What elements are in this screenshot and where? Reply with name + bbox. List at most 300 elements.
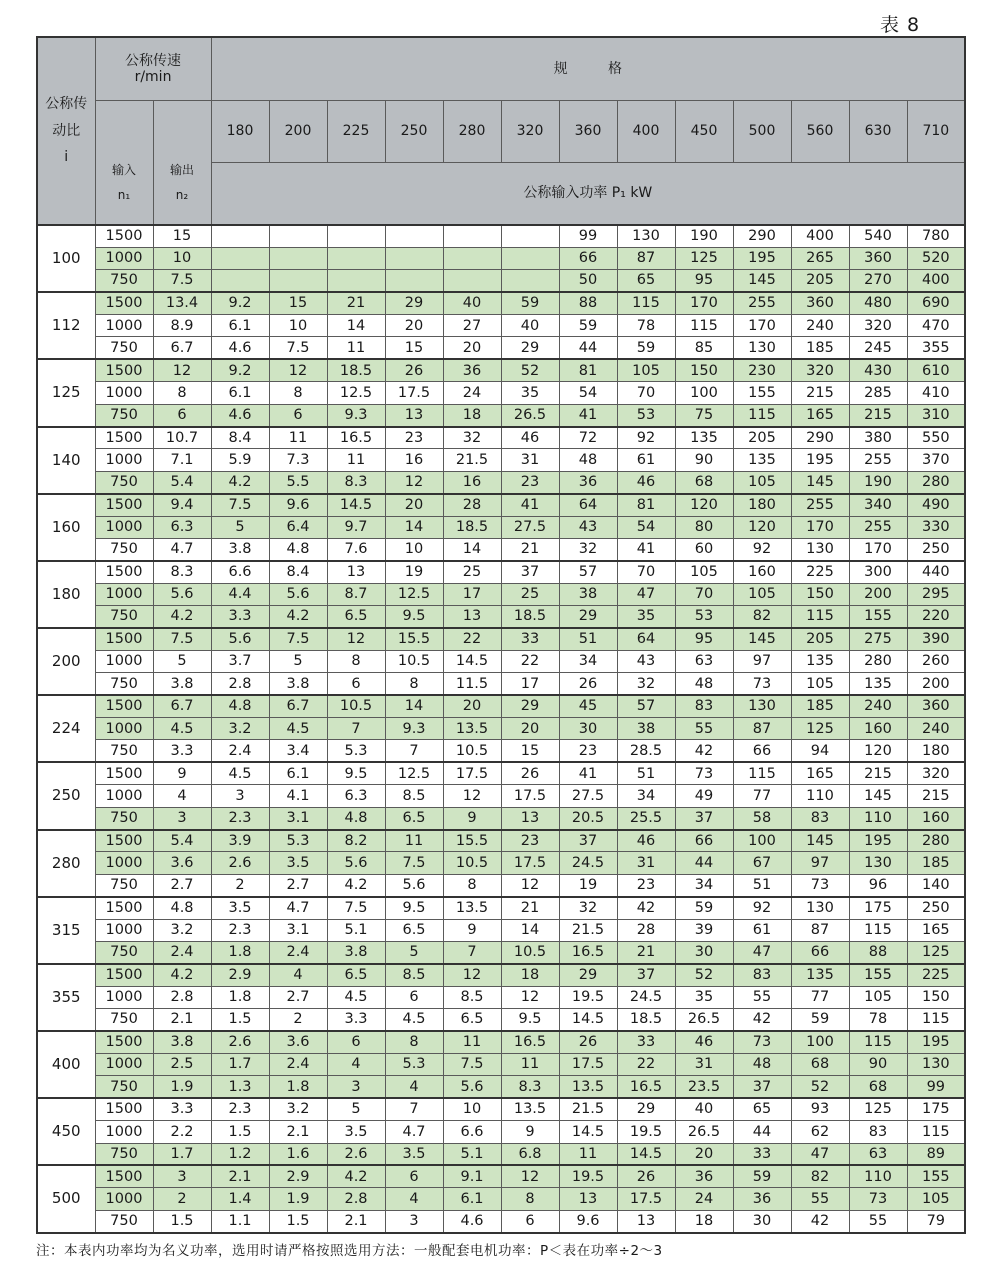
power-cell: 5.9 — [211, 449, 269, 471]
ratio-cell: 200 — [37, 628, 95, 695]
power-cell: 12.5 — [385, 762, 443, 784]
power-cell: 70 — [617, 561, 675, 583]
power-cell: 190 — [675, 225, 733, 247]
input-speed-cell: 750 — [95, 1076, 153, 1098]
power-cell: 320 — [849, 315, 907, 337]
power-cell: 87 — [617, 247, 675, 269]
power-cell: 28.5 — [617, 740, 675, 762]
power-cell: 36 — [443, 359, 501, 381]
input-speed-cell: 1000 — [95, 919, 153, 941]
power-cell: 780 — [907, 225, 965, 247]
power-cell: 125 — [675, 247, 733, 269]
power-cell: 13.5 — [501, 1098, 559, 1120]
power-cell: 610 — [907, 359, 965, 381]
power-cell: 195 — [907, 1031, 965, 1053]
power-cell: 2.3 — [211, 1098, 269, 1120]
power-cell: 16.5 — [559, 942, 617, 964]
power-cell: 34 — [617, 785, 675, 807]
power-cell: 17 — [443, 583, 501, 605]
input-speed-cell: 750 — [95, 942, 153, 964]
output-speed-cell: 1.7 — [153, 1143, 211, 1165]
power-cell: 2.6 — [211, 1031, 269, 1053]
power-cell: 20.5 — [559, 807, 617, 829]
input-speed-cell: 1000 — [95, 650, 153, 672]
power-cell: 2.8 — [327, 1188, 385, 1210]
power-cell: 90 — [675, 449, 733, 471]
power-cell: 10.5 — [443, 852, 501, 874]
power-cell: 59 — [501, 292, 559, 314]
power-cell: 5 — [385, 942, 443, 964]
power-cell: 19.5 — [559, 1165, 617, 1187]
power-cell: 64 — [559, 494, 617, 516]
power-cell: 20 — [385, 315, 443, 337]
power-cell: 30 — [675, 942, 733, 964]
power-cell: 175 — [849, 897, 907, 919]
header-power-cell: 公称输入功率 P₁ kW — [211, 162, 965, 225]
power-cell: 87 — [791, 919, 849, 941]
power-cell: 66 — [559, 247, 617, 269]
power-cell: 360 — [849, 247, 907, 269]
power-cell: 52 — [675, 964, 733, 986]
power-cell: 23 — [559, 740, 617, 762]
power-cell: 12.5 — [327, 382, 385, 404]
power-cell: 115 — [733, 404, 791, 426]
power-cell: 7.5 — [327, 897, 385, 919]
power-cell: 8.2 — [327, 830, 385, 852]
power-cell: 8.3 — [501, 1076, 559, 1098]
power-cell: 285 — [849, 382, 907, 404]
power-cell: 23 — [501, 830, 559, 852]
power-cell: 9.6 — [559, 1210, 617, 1232]
power-cell: 53 — [617, 404, 675, 426]
power-cell: 165 — [907, 919, 965, 941]
power-cell: 14 — [443, 538, 501, 560]
power-cell: 81 — [559, 359, 617, 381]
ratio-cell: 250 — [37, 762, 95, 829]
power-cell: 13 — [327, 561, 385, 583]
power-cell: 135 — [675, 427, 733, 449]
power-cell: 105 — [733, 471, 791, 493]
power-cell: 23 — [385, 427, 443, 449]
power-cell: 265 — [791, 247, 849, 269]
output-speed-cell: 2.8 — [153, 986, 211, 1008]
power-cell: 170 — [675, 292, 733, 314]
power-cell: 29 — [501, 695, 559, 717]
power-cell: 320 — [791, 359, 849, 381]
power-cell: 7.5 — [269, 628, 327, 650]
power-cell: 155 — [849, 606, 907, 628]
output-speed-cell: 2 — [153, 1188, 211, 1210]
power-cell: 77 — [733, 785, 791, 807]
power-cell: 6.5 — [385, 807, 443, 829]
table-row — [37, 538, 965, 560]
power-cell: 155 — [733, 382, 791, 404]
output-speed-cell: 8 — [153, 382, 211, 404]
table-row — [37, 225, 965, 247]
output-speed-cell: 3.8 — [153, 673, 211, 695]
power-cell: 97 — [791, 852, 849, 874]
output-speed-cell: 6.7 — [153, 337, 211, 359]
output-speed-cell: 2.1 — [153, 1009, 211, 1031]
ratio-cell: 400 — [37, 1031, 95, 1098]
power-cell: 9.5 — [501, 1009, 559, 1031]
size-header-250: 250 — [385, 100, 443, 162]
power-cell: 59 — [733, 1165, 791, 1187]
power-cell: 185 — [791, 337, 849, 359]
power-cell: 6.5 — [327, 964, 385, 986]
power-cell: 46 — [617, 471, 675, 493]
power-cell: 1.8 — [269, 1076, 327, 1098]
power-cell: 6 — [385, 986, 443, 1008]
table-row — [37, 986, 965, 1008]
power-cell: 29 — [501, 337, 559, 359]
power-cell: 18.5 — [443, 516, 501, 538]
power-cell: 12 — [327, 628, 385, 650]
input-speed-cell: 1000 — [95, 449, 153, 471]
power-cell: 4.7 — [269, 897, 327, 919]
power-cell: 115 — [617, 292, 675, 314]
power-cell: 120 — [849, 740, 907, 762]
power-cell: 45 — [559, 695, 617, 717]
power-cell: 55 — [849, 1210, 907, 1232]
power-cell: 8 — [269, 382, 327, 404]
table-row — [37, 1053, 965, 1075]
power-cell: 13.5 — [443, 718, 501, 740]
power-cell: 8 — [385, 1031, 443, 1053]
input-speed-cell: 750 — [95, 1210, 153, 1232]
power-cell: 7 — [327, 718, 385, 740]
power-cell: 78 — [617, 315, 675, 337]
header-input-symbol: n₁ — [117, 187, 131, 202]
power-cell: 100 — [675, 382, 733, 404]
power-cell: 29 — [617, 1098, 675, 1120]
power-cell: 115 — [791, 606, 849, 628]
power-cell: 66 — [675, 830, 733, 852]
power-cell: 24.5 — [559, 852, 617, 874]
power-cell: 105 — [675, 561, 733, 583]
power-cell — [211, 270, 269, 292]
power-cell: 48 — [559, 449, 617, 471]
power-cell: 9.1 — [443, 1165, 501, 1187]
power-cell: 380 — [849, 427, 907, 449]
ratio-cell: 125 — [37, 359, 95, 426]
power-cell: 130 — [617, 225, 675, 247]
power-cell: 18.5 — [327, 359, 385, 381]
power-cell: 6.6 — [443, 1121, 501, 1143]
power-cell: 21 — [617, 942, 675, 964]
power-cell: 135 — [791, 650, 849, 672]
power-cell: 115 — [907, 1009, 965, 1031]
power-cell: 61 — [733, 919, 791, 941]
table-row — [37, 449, 965, 471]
power-cell: 50 — [559, 270, 617, 292]
power-cell: 4.8 — [269, 538, 327, 560]
header-ratio-cell — [37, 37, 95, 225]
table-row — [37, 315, 965, 337]
table-number: 表 8 — [880, 14, 921, 36]
input-speed-cell: 1500 — [95, 359, 153, 381]
power-cell: 64 — [617, 628, 675, 650]
power-cell: 130 — [907, 1053, 965, 1075]
power-cell: 92 — [733, 897, 791, 919]
power-cell: 25 — [501, 583, 559, 605]
power-cell: 4.7 — [385, 1121, 443, 1143]
power-cell: 55 — [733, 986, 791, 1008]
table-row — [37, 382, 965, 404]
power-cell: 320 — [907, 762, 965, 784]
header-spec-cell: 规 格 — [211, 37, 965, 100]
power-cell: 66 — [733, 740, 791, 762]
power-cell — [269, 247, 327, 269]
output-speed-cell: 8.9 — [153, 315, 211, 337]
power-cell: 205 — [733, 427, 791, 449]
power-cell: 26 — [559, 673, 617, 695]
power-cell: 9.6 — [269, 494, 327, 516]
power-cell: 31 — [675, 1053, 733, 1075]
table-row — [37, 494, 965, 516]
power-cell: 41 — [501, 494, 559, 516]
power-cell: 83 — [675, 695, 733, 717]
output-speed-cell: 3.6 — [153, 852, 211, 874]
power-cell: 480 — [849, 292, 907, 314]
power-cell: 8 — [385, 673, 443, 695]
power-cell: 40 — [501, 315, 559, 337]
size-header-400: 400 — [617, 100, 675, 162]
power-cell: 155 — [907, 1165, 965, 1187]
power-cell: 15 — [385, 337, 443, 359]
power-cell: 44 — [675, 852, 733, 874]
table-row — [37, 830, 965, 852]
power-cell: 15.5 — [385, 628, 443, 650]
table-row — [37, 516, 965, 538]
power-cell: 13 — [617, 1210, 675, 1232]
power-cell: 7.6 — [327, 538, 385, 560]
power-cell: 520 — [907, 247, 965, 269]
power-cell: 30 — [733, 1210, 791, 1232]
output-speed-cell: 2.4 — [153, 942, 211, 964]
power-cell: 5.3 — [385, 1053, 443, 1075]
power-cell: 12 — [269, 359, 327, 381]
power-cell: 8.4 — [269, 561, 327, 583]
power-cell: 39 — [675, 919, 733, 941]
power-cell: 5.6 — [385, 874, 443, 896]
power-cell: 25 — [443, 561, 501, 583]
table-row — [37, 337, 965, 359]
power-cell: 35 — [675, 986, 733, 1008]
input-speed-cell: 750 — [95, 404, 153, 426]
power-cell: 8 — [327, 650, 385, 672]
power-cell: 135 — [849, 673, 907, 695]
power-cell: 99 — [559, 225, 617, 247]
power-cell: 19 — [559, 874, 617, 896]
power-cell: 14.5 — [443, 650, 501, 672]
power-cell: 2.7 — [269, 874, 327, 896]
power-cell: 430 — [849, 359, 907, 381]
size-header-630: 630 — [849, 100, 907, 162]
power-cell: 3.4 — [269, 740, 327, 762]
output-speed-cell: 3.3 — [153, 1098, 211, 1120]
power-cell: 5.6 — [269, 583, 327, 605]
power-cell: 41 — [559, 762, 617, 784]
power-cell: 105 — [617, 359, 675, 381]
header-input-label: 输入 — [111, 162, 136, 177]
table-row — [37, 1098, 965, 1120]
power-cell: 4 — [385, 1188, 443, 1210]
power-cell: 82 — [791, 1165, 849, 1187]
power-cell: 41 — [617, 538, 675, 560]
power-cell: 1.6 — [269, 1143, 327, 1165]
power-cell: 8 — [443, 874, 501, 896]
power-cell: 2.1 — [327, 1210, 385, 1232]
power-cell: 205 — [791, 628, 849, 650]
power-cell: 22 — [617, 1053, 675, 1075]
size-header-360: 360 — [559, 100, 617, 162]
power-cell: 72 — [559, 427, 617, 449]
power-cell: 28 — [617, 919, 675, 941]
table-row — [37, 359, 965, 381]
power-cell: 58 — [733, 807, 791, 829]
power-cell: 6.6 — [211, 561, 269, 583]
power-cell: 145 — [791, 830, 849, 852]
power-cell: 3.3 — [211, 606, 269, 628]
power-cell: 4.4 — [211, 583, 269, 605]
power-cell: 18 — [675, 1210, 733, 1232]
table-row — [37, 897, 965, 919]
power-cell: 14.5 — [559, 1009, 617, 1031]
output-speed-cell: 5.4 — [153, 830, 211, 852]
power-cell: 4 — [269, 964, 327, 986]
power-cell — [443, 270, 501, 292]
table-row — [37, 740, 965, 762]
power-cell: 13 — [385, 404, 443, 426]
output-speed-cell: 6.3 — [153, 516, 211, 538]
power-cell: 2.4 — [269, 1053, 327, 1075]
output-speed-cell: 9 — [153, 762, 211, 784]
table-row — [37, 852, 965, 874]
power-cell: 9.3 — [327, 404, 385, 426]
power-cell: 135 — [791, 964, 849, 986]
power-cell: 3.8 — [211, 538, 269, 560]
power-cell: 215 — [907, 785, 965, 807]
power-cell: 275 — [849, 628, 907, 650]
power-cell: 93 — [791, 1098, 849, 1120]
power-cell: 240 — [849, 695, 907, 717]
power-cell: 17 — [501, 673, 559, 695]
power-cell: 1.4 — [211, 1188, 269, 1210]
ratio-cell: 160 — [37, 494, 95, 561]
power-cell: 9.2 — [211, 292, 269, 314]
header-output-label: 输出 — [169, 162, 194, 177]
power-cell — [385, 247, 443, 269]
power-cell: 8.5 — [385, 785, 443, 807]
power-cell: 11 — [443, 1031, 501, 1053]
power-cell: 8.5 — [443, 986, 501, 1008]
power-cell: 1.8 — [211, 942, 269, 964]
table-row — [37, 1210, 965, 1232]
power-cell: 170 — [733, 315, 791, 337]
power-cell: 6.5 — [443, 1009, 501, 1031]
ratio-cell: 112 — [37, 292, 95, 359]
power-cell: 4.6 — [211, 404, 269, 426]
power-cell: 6.3 — [327, 785, 385, 807]
output-speed-cell: 6 — [153, 404, 211, 426]
input-speed-cell: 1000 — [95, 785, 153, 807]
power-cell: 5.3 — [269, 830, 327, 852]
power-cell: 43 — [617, 650, 675, 672]
power-cell: 18 — [443, 404, 501, 426]
output-speed-cell: 3.3 — [153, 740, 211, 762]
power-cell: 12 — [443, 785, 501, 807]
output-speed-cell: 4.7 — [153, 538, 211, 560]
table-row — [37, 785, 965, 807]
power-cell: 2.9 — [269, 1165, 327, 1187]
input-speed-cell: 750 — [95, 337, 153, 359]
power-cell: 440 — [907, 561, 965, 583]
power-cell: 255 — [733, 292, 791, 314]
input-speed-cell: 750 — [95, 1009, 153, 1031]
power-cell: 21 — [327, 292, 385, 314]
power-cell: 36 — [675, 1165, 733, 1187]
power-cell: 295 — [907, 583, 965, 605]
output-speed-cell: 7.5 — [153, 628, 211, 650]
size-header-225: 225 — [327, 100, 385, 162]
output-speed-cell: 5.6 — [153, 583, 211, 605]
power-cell: 195 — [849, 830, 907, 852]
output-speed-cell: 1.5 — [153, 1210, 211, 1232]
power-cell: 10 — [443, 1098, 501, 1120]
power-cell: 31 — [501, 449, 559, 471]
table-row — [37, 606, 965, 628]
power-cell: 3 — [327, 1076, 385, 1098]
power-cell: 79 — [907, 1210, 965, 1232]
header-speed-line-1: 公称传速 — [125, 52, 181, 69]
power-cell: 35 — [501, 382, 559, 404]
power-cell: 42 — [791, 1210, 849, 1232]
power-cell: 2.9 — [211, 964, 269, 986]
power-cell — [269, 225, 327, 247]
power-cell: 215 — [849, 404, 907, 426]
power-cell: 6.5 — [327, 606, 385, 628]
input-speed-cell: 1500 — [95, 695, 153, 717]
power-cell: 32 — [443, 427, 501, 449]
power-cell: 52 — [791, 1076, 849, 1098]
power-cell: 2.4 — [269, 942, 327, 964]
power-cell: 3.8 — [327, 942, 385, 964]
input-speed-cell: 1000 — [95, 516, 153, 538]
power-cell: 3.3 — [327, 1009, 385, 1031]
power-cell: 85 — [675, 337, 733, 359]
output-speed-cell: 4 — [153, 785, 211, 807]
power-cell: 32 — [559, 538, 617, 560]
power-cell: 260 — [907, 650, 965, 672]
power-cell: 12 — [501, 986, 559, 1008]
power-cell: 4 — [385, 1076, 443, 1098]
table-row — [37, 583, 965, 605]
power-cell: 23 — [501, 471, 559, 493]
power-cell: 60 — [675, 538, 733, 560]
output-speed-cell: 3.8 — [153, 1031, 211, 1053]
header-output-symbol: n₂ — [175, 187, 189, 202]
power-cell — [443, 225, 501, 247]
power-cell: 270 — [849, 270, 907, 292]
power-cell: 1.5 — [269, 1210, 327, 1232]
power-cell: 360 — [791, 292, 849, 314]
power-cell: 9.5 — [327, 762, 385, 784]
power-cell: 20 — [385, 494, 443, 516]
table-row — [37, 561, 965, 583]
table-row — [37, 1165, 965, 1187]
power-cell: 22 — [443, 628, 501, 650]
